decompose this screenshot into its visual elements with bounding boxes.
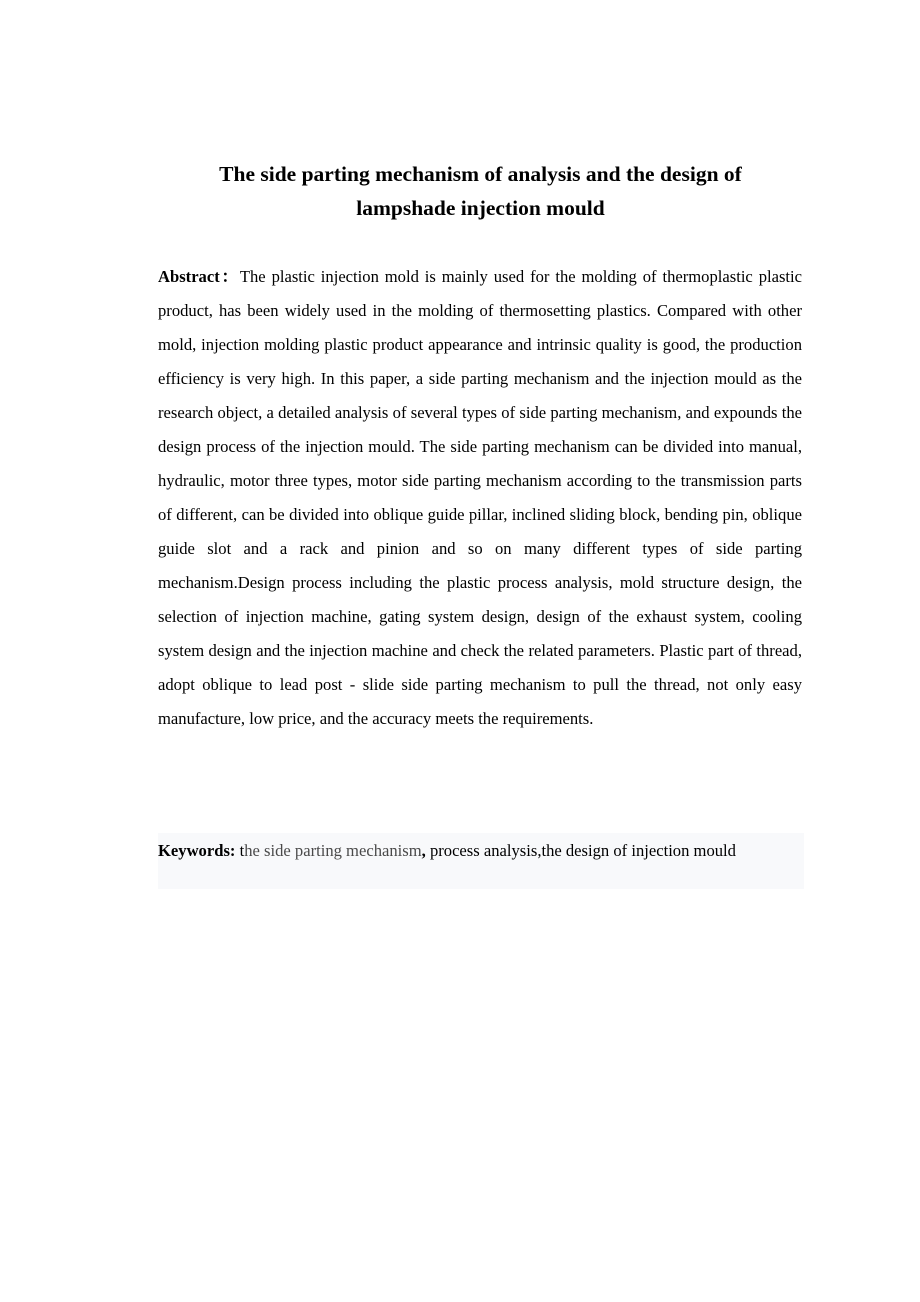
abstract-label: Abstract：: [158, 267, 240, 286]
keywords-first-term: he side parting mechanism: [244, 841, 422, 860]
keywords-label: Keywords:: [158, 841, 236, 860]
abstract-paragraph: [158, 260, 802, 736]
keywords-paragraph: [158, 833, 804, 889]
page-title: [158, 157, 803, 225]
keywords-comma: ,: [421, 841, 426, 860]
abstract-text: The plastic injection mold is mainly used for the molding of thermoplastic plastic product, has been widely used in the molding of thermosetting plastics. Compared with other mold, injection molding plastic product appearance and intrinsic quality is good, the production efficiency is very high. In this paper, a side parting mechanism and the injection mould as the research object, a detailed analysis of several types of side parting mechanism, and expounds the design process of the injection mould. The side parting mechanism can be divided into manual, hydraulic, motor three types, motor side parting mechanism according to the transmission parts of different, can be divided into oblique guide pillar, inclined sliding block, bending pin, oblique guide slot and a rack and pinion and so on many different types of side parting mechanism.Design process including the plastic process analysis, mold structure design, the selection of injection machine, gating system design, design of the exhaust system, cooling system design and the injection machine and check the related parameters. Plastic part of thread, adopt oblique to lead post - slide side parting mechanism to pull the thread, not only easy manufacture, low price, and the accuracy meets the requirements.: [158, 267, 803, 728]
title-line-1: The side parting mechanism of analysis and the design of: [219, 162, 742, 186]
keywords-rest: process analysis,the design of injection mould: [425, 841, 736, 860]
keywords-first-letter: t: [239, 841, 245, 860]
title-line-2: lampshade injection mould: [356, 196, 605, 220]
